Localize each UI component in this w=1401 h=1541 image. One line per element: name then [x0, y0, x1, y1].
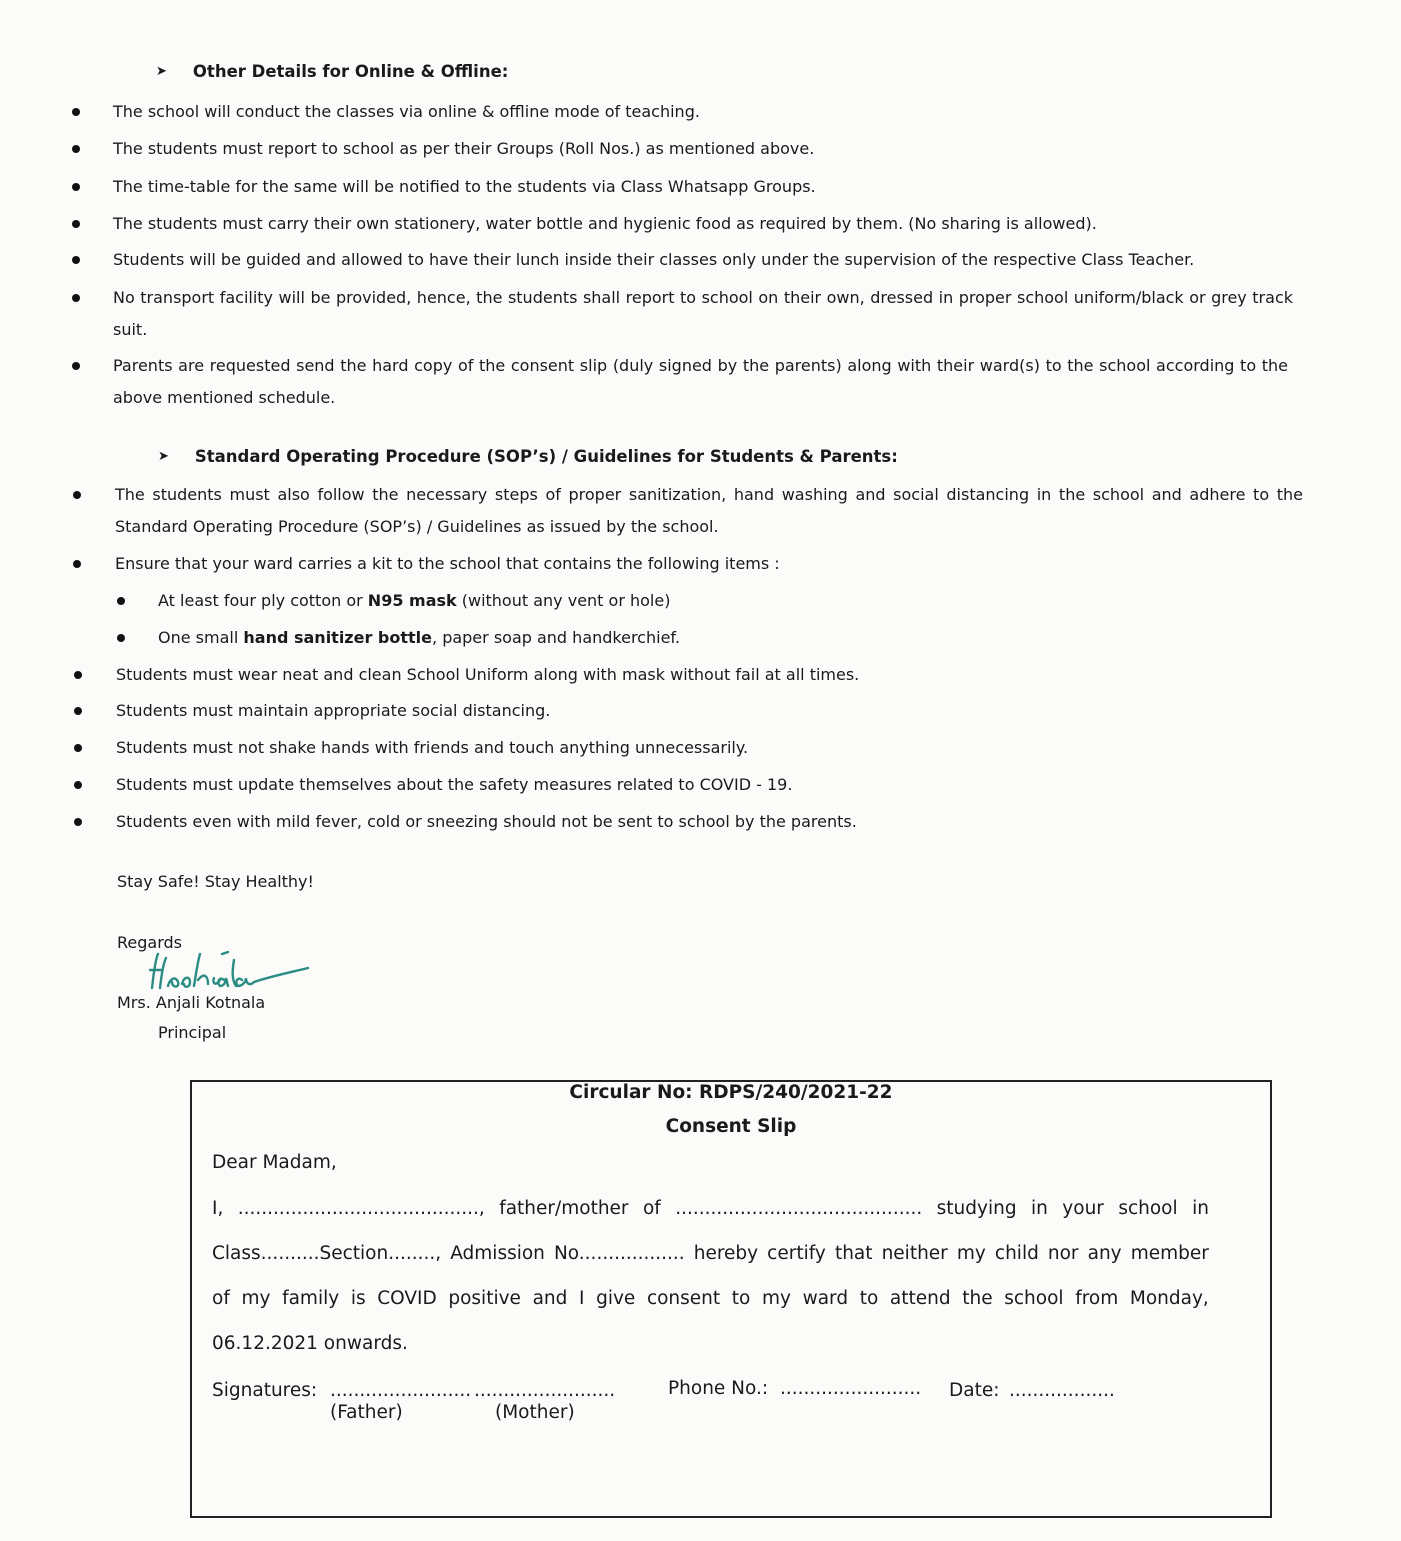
- list-item-text: No transport facility will be provided, hence, the students shall report to school on their own, dressed in proper school uniform/black or grey track suit.: [113, 288, 1293, 339]
- section-heading-online-offline: [156, 62, 508, 81]
- list-item-text: Ensure that your ward carries a kit to the school that contains the following items :: [115, 554, 780, 573]
- regards-text: Regards: [117, 933, 182, 952]
- slip-word: positive: [448, 1288, 521, 1309]
- slip-word: of: [642, 1198, 661, 1219]
- slip-word: family: [282, 1288, 340, 1309]
- bullet-icon: [74, 781, 82, 789]
- slip-line-1: [212, 1198, 1209, 1219]
- bullet-icon: [117, 634, 125, 642]
- sub-list-item-text: At least four ply cotton or N95 mask (without any vent or hole): [158, 591, 671, 610]
- bullet-icon: [72, 183, 80, 191]
- bullet-icon: [117, 597, 125, 605]
- slip-word: Admission: [450, 1243, 545, 1264]
- slip-word: Monday,: [1129, 1288, 1209, 1309]
- bullet-icon: [72, 294, 80, 302]
- bullet-icon: [74, 818, 82, 826]
- slip-line-3: [212, 1288, 1209, 1309]
- slip-word: is: [350, 1288, 366, 1309]
- consent-slip: [190, 1080, 1272, 1518]
- slip-word: my: [761, 1288, 791, 1309]
- salutation: Dear Madam,: [212, 1152, 337, 1173]
- mother-label: (Mother): [495, 1402, 575, 1423]
- slogan: Stay Safe! Stay Healthy!: [117, 872, 314, 891]
- slip-line-2: [212, 1243, 1209, 1264]
- slip-word: attend: [889, 1288, 951, 1309]
- father-label: (Father): [330, 1402, 403, 1423]
- slip-word: father/mother: [499, 1198, 629, 1219]
- slip-word: my: [956, 1243, 986, 1264]
- list-item-text: The school will conduct the classes via online & offline mode of teaching.: [113, 102, 700, 121]
- circular-number: Circular No: RDPS/240/2021-22: [569, 1082, 893, 1103]
- slip-word[interactable]: .........................................,: [237, 1198, 485, 1219]
- signature-image: [142, 940, 312, 996]
- slip-word: consent: [646, 1288, 721, 1309]
- bullet-icon: [73, 491, 81, 499]
- slip-word: in: [1192, 1198, 1209, 1219]
- section-heading-sop: [158, 447, 898, 466]
- list-item-text: Students even with mild fever, cold or sneezing should not be sent to school by the parents.: [116, 812, 857, 831]
- list-item-text: The students must carry their own stationery, water bottle and hygienic food as required by them. (No sharing is allowed).: [113, 214, 1097, 233]
- phone-label: Phone No.:: [668, 1378, 769, 1399]
- arrow-bullet-icon: ➤: [156, 64, 167, 79]
- slip-word: to: [859, 1288, 879, 1309]
- slip-word: member: [1130, 1243, 1209, 1264]
- date-label: Date:: [949, 1380, 1000, 1401]
- bullet-icon: [73, 560, 81, 568]
- bullet-icon: [72, 362, 80, 370]
- slip-word: COVID: [377, 1288, 437, 1309]
- list-item-text: Students will be guided and allowed to have their lunch inside their classes only under the supervision of the respective Class Teacher.: [113, 250, 1195, 269]
- slip-word: hereby: [693, 1243, 759, 1264]
- bullet-icon: [74, 744, 82, 752]
- list-item-text: The students must report to school as per their Groups (Roll Nos.) as mentioned above.: [113, 139, 815, 158]
- signatures-label: Signatures:: [212, 1380, 318, 1401]
- bullet-icon: [72, 220, 80, 228]
- slip-word: ward: [802, 1288, 849, 1309]
- slip-word: and: [532, 1288, 568, 1309]
- slip-word: of: [212, 1288, 230, 1309]
- slip-word: in: [1031, 1198, 1048, 1219]
- list-item-text: Students must wear neat and clean School Uniform along with mask without fail at all times.: [116, 665, 860, 684]
- mother-signature-field[interactable]: ........................: [474, 1380, 616, 1401]
- arrow-bullet-icon: ➤: [158, 449, 169, 464]
- slip-word: child: [994, 1243, 1039, 1264]
- list-item-text: Parents are requested send the hard copy of the consent slip (duly signed by the parents) along with their ward(s) to the school according to the above mentioned schedule.: [113, 356, 1288, 407]
- slip-word: nor: [1047, 1243, 1079, 1264]
- section-heading-text: Standard Operating Procedure (SOP’s) / Guidelines for Students & Parents:: [194, 447, 898, 466]
- bullet-icon: [72, 145, 80, 153]
- list-item-text: Students must maintain appropriate social distancing.: [116, 701, 551, 720]
- list-item-text: The students must also follow the necessary steps of proper sanitization, hand washing and social distancing in the school and adhere to the Standard Operating Procedure (SOP’s) / Guidelines as issued by the school.: [115, 485, 1303, 536]
- phone-field[interactable]: ........................: [780, 1378, 922, 1399]
- slip-word: neither: [881, 1243, 948, 1264]
- list-item-text: The time-table for the same will be notified to the students via Class Whatsapp Groups.: [113, 177, 816, 196]
- slip-word: I,: [212, 1198, 224, 1219]
- sub-list-item-text: One small hand sanitizer bottle, paper soap and handkerchief.: [158, 628, 680, 647]
- slip-word: from: [1075, 1288, 1119, 1309]
- slip-word[interactable]: Class..........Section........,: [212, 1243, 442, 1264]
- slip-word[interactable]: ..........................................: [675, 1198, 923, 1219]
- slip-line-4: 06.12.2021 onwards.: [212, 1333, 408, 1354]
- bullet-icon: [72, 108, 80, 116]
- bullet-icon: [74, 707, 82, 715]
- father-signature-field[interactable]: ........................: [330, 1380, 472, 1401]
- slip-word: studying: [936, 1198, 1017, 1219]
- slip-word[interactable]: No..................: [553, 1243, 685, 1264]
- slip-word: your: [1062, 1198, 1104, 1219]
- slip-title: Consent Slip: [665, 1116, 797, 1137]
- principal-title: Principal: [158, 1023, 227, 1042]
- bullet-icon: [74, 671, 82, 679]
- slip-word: give: [596, 1288, 636, 1309]
- list-item-text: Students must update themselves about the safety measures related to COVID - 19.: [116, 775, 793, 794]
- list-item-text: Students must not shake hands with friends and touch anything unnecessarily.: [116, 738, 749, 757]
- bullet-icon: [72, 256, 80, 264]
- principal-name: Mrs. Anjali Kotnala: [117, 993, 266, 1012]
- slip-word: school: [1004, 1288, 1064, 1309]
- slip-word: I: [579, 1288, 585, 1309]
- date-field[interactable]: ..................: [1009, 1380, 1115, 1401]
- slip-word: the: [962, 1288, 993, 1309]
- slip-word: certify: [767, 1243, 826, 1264]
- slip-word: to: [731, 1288, 751, 1309]
- section-heading-text: Other Details for Online & Offline:: [192, 62, 509, 81]
- slip-word: that: [834, 1243, 873, 1264]
- slip-word: my: [241, 1288, 271, 1309]
- slip-word: any: [1087, 1243, 1122, 1264]
- slip-word: school: [1118, 1198, 1178, 1219]
